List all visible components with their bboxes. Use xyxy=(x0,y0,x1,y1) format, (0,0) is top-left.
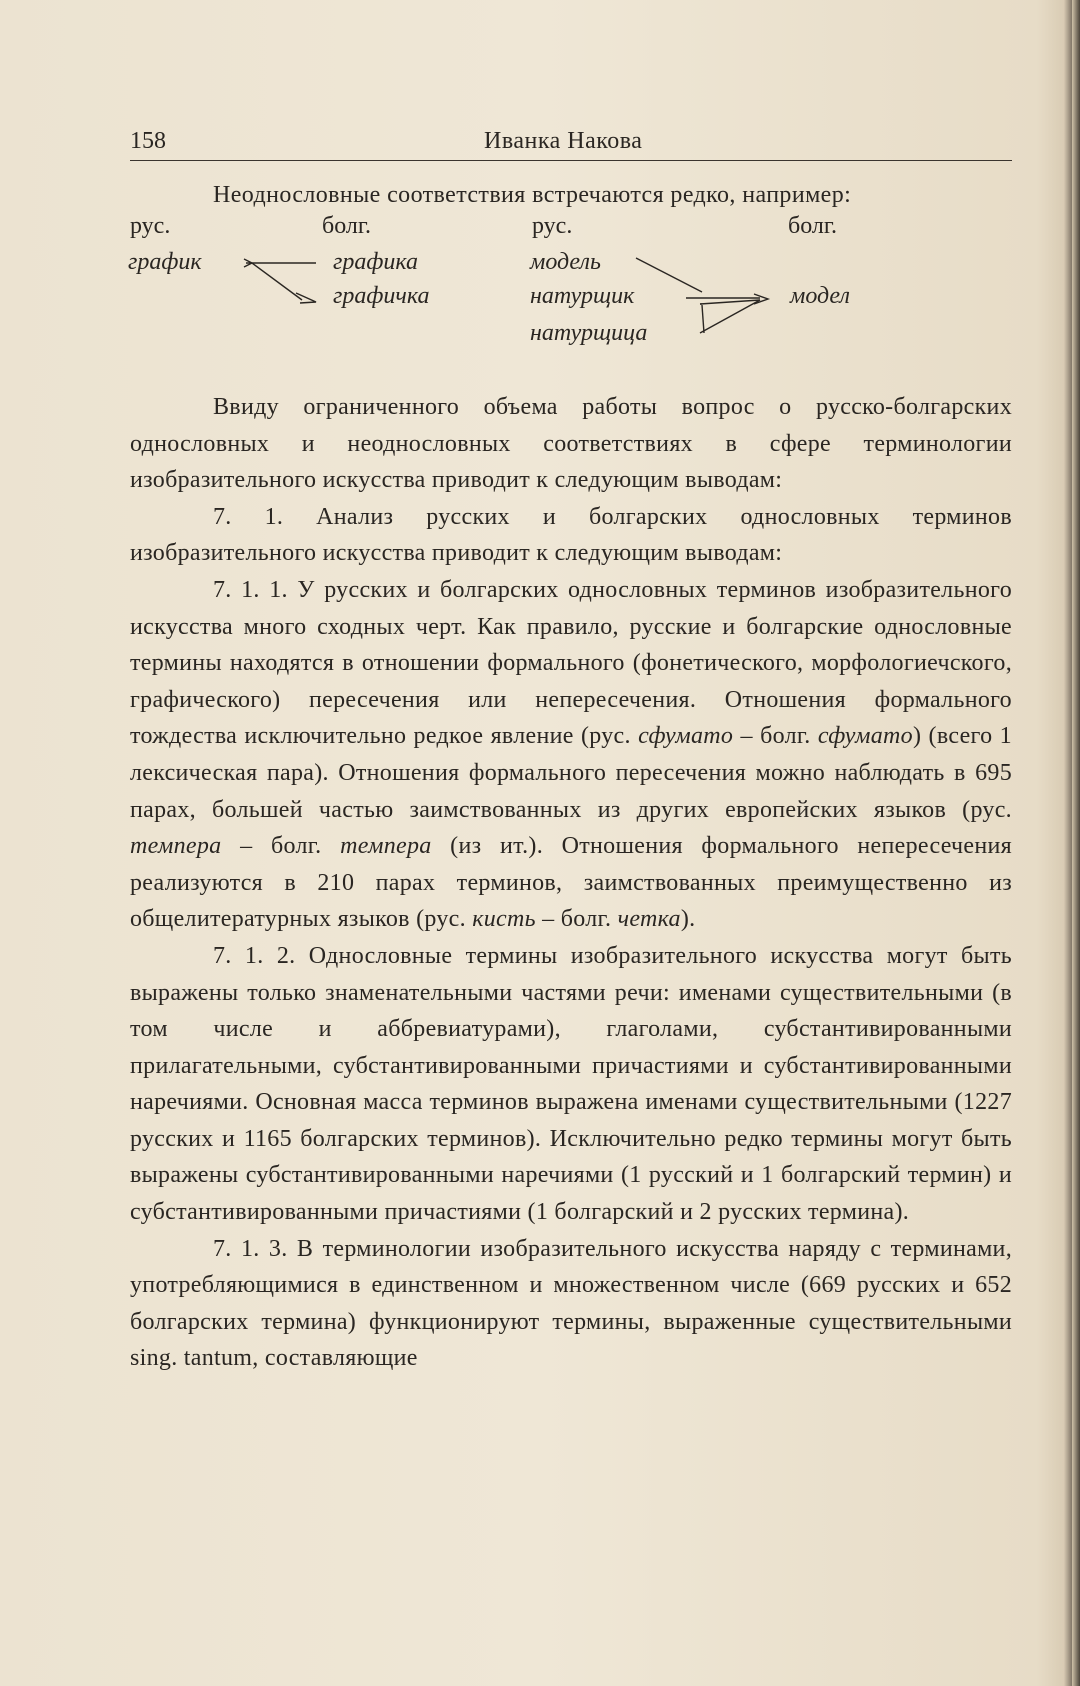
term-ru-grafik: график xyxy=(128,249,202,275)
running-head: Иванка Накова xyxy=(484,128,643,154)
term-bg-model: модел xyxy=(790,283,850,309)
term-ru-naturshchitsa: натурщица xyxy=(530,320,648,346)
paragraph-1: Ввиду ограниченного объема работы вопрос о русско-болгарских однословных и неоднословных соответствиях в сфере терминологии изобразительного искусства приводит к следующим выводам: xyxy=(130,394,1012,494)
term-tempera-ru: темпера xyxy=(130,833,222,860)
arrow-merge xyxy=(700,300,760,304)
arrow-naturshchitsa-model xyxy=(702,305,704,333)
arrow-grafik-grafichka xyxy=(252,263,302,300)
main-text xyxy=(130,389,1012,1377)
correspondence-arrows xyxy=(0,0,1080,360)
lang-label-ru-right: рус. xyxy=(532,213,573,239)
intro-line: Неоднословные соответствия встречаются редко, например: xyxy=(213,182,852,208)
term-tempera-bg: темпера xyxy=(340,833,432,860)
term-bg-grafika: графика xyxy=(333,249,419,275)
lang-label-ru-left: рус. xyxy=(130,213,171,239)
term-kist-ru: кисть xyxy=(472,906,536,933)
paragraph-2: 7. 1. Анализ русских и болгарских однословных терминов изобразительного искусства приводит к следующим выводам: xyxy=(130,503,1012,567)
term-sfumato-bg: сфумато xyxy=(817,723,913,750)
paragraph-3: 7. 1. 1. У русских и болгарских однословных терминов изобразительного искусства много сходных черт. Как правило, русские и болгарские однословные термины находятся в отношении формального (фонетического, морфологиечского, графического) пересечения или непересечения. Отношения формального тождества исключительно редкое явление (рус. сфумато – болг. сфумато) (всего 1 лексическая пара). Отношения формального пересечения можно наблюдать в 695 парах, большей частью заимствованных из других европейских языков (рус. темпера – болг. темпера (из ит.). Отношения формального непересечения реализуются в 210 парах терминов, заимствованных преимущественно из общелитературных языков (рус. кисть – болг. четка). xyxy=(130,576,1013,933)
arrow-model-model xyxy=(636,258,702,292)
page-number: 158 xyxy=(130,128,166,154)
term-bg-grafichka: графичка xyxy=(333,283,430,309)
term-sfumato-ru: сфумато xyxy=(638,723,734,750)
term-chetka-bg: четка xyxy=(617,906,681,933)
correspondence-diagram xyxy=(0,0,1080,360)
lang-label-bg-right: болг. xyxy=(788,213,838,239)
paragraph-5: 7. 1. 3. В терминологии изобразительного искусства наряду с терминами, употребляющимися в единственном и множественном числе (669 русских и 652 болгарских термина) функционируют термины, выраженные существительными sing. tantum, составляющие xyxy=(130,1235,1012,1372)
term-ru-model: модель xyxy=(530,249,601,275)
lang-label-bg-left: болг. xyxy=(322,213,372,239)
term-ru-naturshchik: натурщик xyxy=(530,283,635,309)
paragraph-4: 7. 1. 2. Однословные термины изобразительного искусства могут быть выражены только знаменательными частями речи: именами существительными (в том числе и аббревиатурами), глаголами, субстантивированными прилагательными, субстантивированными причастиями и субстантивированными наречиями. Основная масса терминов выражена именами существительными (1227 русских и 1165 болгарских терминов). Исключительно редко термины могут быть выражены субстантивированными наречиями (1 русский и 1 болгарский термин) и субстантивированными причастиями (1 болгарский и 2 русских термина). xyxy=(130,942,1012,1226)
